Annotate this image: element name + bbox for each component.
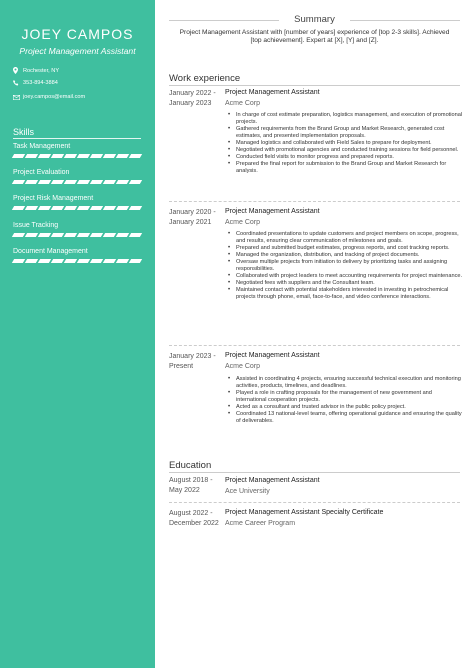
skills-heading: Skills [13, 127, 35, 137]
location-text: Rochester, NY [23, 67, 60, 74]
skill-level-segment [51, 154, 64, 158]
education-date-start: August 2022 - [169, 510, 213, 517]
contact-location [13, 67, 59, 74]
bullet-item: • Prepared the final report for submission to the Brand Group and Market Research for analysis. [225, 161, 463, 175]
skill-level-segment [103, 154, 116, 158]
contact-email[interactable] [13, 94, 85, 100]
education-title: Project Management Assistant Specialty Certificate [225, 509, 384, 516]
bullet-item: • Negotiated fees with suppliers and the Consultant team. [225, 280, 463, 287]
job-date-start: January 2020 - [169, 209, 216, 216]
job-bullets [225, 112, 463, 175]
skill-level-segment [12, 154, 25, 158]
education-date-start: August 2018 - [169, 477, 213, 484]
skill-name: Task Management [13, 143, 71, 150]
education-heading: Education [169, 460, 212, 471]
skill-name: Project Evaluation [13, 169, 70, 176]
job-company: Acme Corp [225, 100, 261, 107]
skill-level-segment [12, 206, 25, 210]
envelope-icon [13, 95, 23, 100]
education-school: Acme Career Program [225, 520, 296, 527]
skill-level-segment [129, 206, 142, 210]
bullet-item: • Managed the organization, distribution, and tracking of project documents. [225, 252, 463, 259]
skill-level-segment [90, 154, 103, 158]
skill-level-segment [12, 180, 25, 184]
skill-level-segment [103, 206, 116, 210]
education-divider [169, 472, 460, 473]
bullet-item: • Played a role in crafting proposals for the management of new government and international cooperation projects. [225, 390, 463, 404]
skill-level-segment [64, 233, 77, 237]
job-date-start: January 2023 - [169, 353, 216, 360]
skill-level-segment [64, 206, 77, 210]
skill-level-segment [38, 259, 51, 263]
skill-level-segment [64, 259, 77, 263]
skill-level-bar [13, 259, 141, 263]
skill-level-segment [116, 206, 129, 210]
job-company: Acme Corp [225, 363, 261, 370]
job-date-start: January 2022 - [169, 90, 216, 97]
skill-level-segment [38, 206, 51, 210]
skill-level-segment [64, 154, 77, 158]
contact-phone [13, 80, 58, 86]
skill-level-segment [51, 233, 64, 237]
bullet-item: • Coordinated 13 national-level teams, offering operational guidance and ensuring the quality of deliverables. [225, 411, 463, 425]
main-content [155, 0, 474, 668]
job-bullets [225, 376, 463, 425]
skill-level-segment [38, 233, 51, 237]
bullet-item: • Prepared and submitted budget estimates, progress reports, and cost tracking reports. [225, 245, 463, 252]
skill-level-segment [116, 259, 129, 263]
education-school: Ace University [225, 488, 270, 495]
bullet-item: • Collaborated with project leaders to meet accounting requirements for project maintenance. [225, 273, 463, 280]
skill-level-segment [25, 259, 38, 263]
skill-level-segment [64, 180, 77, 184]
education-date-end: December 2022 [169, 520, 219, 527]
skill-level-segment [129, 259, 142, 263]
summary-heading: Summary [294, 14, 335, 25]
skill-level-segment [103, 233, 116, 237]
email-text: joey.campos@email.com [23, 94, 86, 100]
job-date [169, 352, 225, 372]
skill-level-segment [116, 233, 129, 237]
skill-level-segment [12, 259, 25, 263]
education-date [169, 509, 225, 529]
skill-level-segment [129, 233, 142, 237]
phone-icon [13, 80, 23, 86]
education-date-end: May 2022 [169, 487, 200, 494]
skill-level-segment [90, 206, 103, 210]
work-experience-heading: Work experience [169, 73, 241, 84]
skill-level-bar [13, 206, 141, 210]
skill-level-segment [103, 180, 116, 184]
bullet-item: • Managed logistics and collaborated with Field Sales to prepare for deployment. [225, 140, 463, 147]
skill-level-segment [38, 154, 51, 158]
skill-level-segment [25, 206, 38, 210]
candidate-name: JOEY CAMPOS [21, 26, 134, 42]
candidate-title: Project Management Assistant [19, 46, 136, 56]
job-date-end: January 2021 [169, 219, 212, 226]
skill-level-segment [116, 154, 129, 158]
bullet-item: • Assisted in coordinating 4 projects, ensuring successful technical execution and monitoring activities, products, timelines, and deadlines. [225, 376, 463, 390]
sidebar [0, 0, 155, 668]
skill-level-segment [90, 233, 103, 237]
bullet-item: • In charge of cost estimate preparation, logistics management, and execution of promotional projects. [225, 112, 463, 126]
skill-level-segment [103, 259, 116, 263]
summary-text: Project Management Assistant with [number of years] experience of [top 2-3 skills]. Achieved [top achievement]. Expert at [X], [Y] and [Z]. [179, 29, 450, 45]
bullet-item: • Maintained contact with potential stakeholders interested in investing in petrochemical projects through phone, email, face-to-face, and video conference interactions. [225, 287, 463, 301]
skill-level-segment [25, 154, 38, 158]
bullet-item: • Gathered requirements from the Brand Group and Market Research, generated cost estimates, and presented implementation proposals. [225, 126, 463, 140]
bullet-item: • Conducted field visits to monitor progress and prepared reports. [225, 154, 463, 161]
skills-divider [13, 138, 141, 139]
skill-level-segment [77, 154, 90, 158]
skill-level-bar [13, 233, 141, 237]
skill-name: Document Management [13, 248, 88, 255]
skill-level-segment [77, 206, 90, 210]
skill-level-segment [77, 233, 90, 237]
skill-level-segment [38, 180, 51, 184]
job-title: Project Management Assistant [225, 89, 320, 96]
job-date [169, 208, 225, 228]
job-date-end: January 2023 [169, 100, 212, 107]
skill-level-bar [13, 180, 141, 184]
phone-text: 353-894-3884 [23, 80, 58, 86]
job-date [169, 89, 225, 109]
skill-name: Issue Tracking [13, 222, 59, 229]
skill-level-segment [129, 154, 142, 158]
skill-level-segment [12, 233, 25, 237]
skill-level-segment [77, 180, 90, 184]
job-title: Project Management Assistant [225, 208, 320, 215]
skill-level-segment [25, 180, 38, 184]
skill-level-segment [51, 259, 64, 263]
skill-level-segment [90, 180, 103, 184]
skill-name: Project Risk Management [13, 195, 94, 202]
bullet-item: • Oversaw multiple projects from initiation to delivery by prioritizing tasks and assigning responsibilities. [225, 259, 463, 273]
job-date-end: Present [169, 363, 194, 370]
skill-level-segment [116, 180, 129, 184]
work-experience-divider [169, 85, 460, 86]
education-date [169, 476, 225, 496]
skill-level-segment [51, 180, 64, 184]
skill-level-segment [90, 259, 103, 263]
job-company: Acme Corp [225, 219, 261, 226]
skill-level-segment [51, 206, 64, 210]
skill-level-segment [25, 233, 38, 237]
location-pin-icon [13, 67, 23, 74]
skill-level-bar [13, 154, 141, 158]
bullet-item: • Coordinated presentations to update customers and project members on scope, progress, and results, ensuring clear communication of milestones and goals. [225, 231, 463, 245]
skill-level-segment [129, 180, 142, 184]
job-title: Project Management Assistant [225, 352, 320, 359]
education-title: Project Management Assistant [225, 477, 320, 484]
job-separator [169, 201, 460, 202]
job-separator [169, 345, 460, 346]
job-bullets [225, 231, 463, 301]
bullet-item: • Acted as a consultant and trusted advisor in the public policy project. [225, 404, 463, 411]
skill-level-segment [77, 259, 90, 263]
bullet-item: • Negotiated with promotional agencies and conducted training sessions for field personnel. [225, 147, 463, 154]
education-separator [169, 502, 460, 503]
